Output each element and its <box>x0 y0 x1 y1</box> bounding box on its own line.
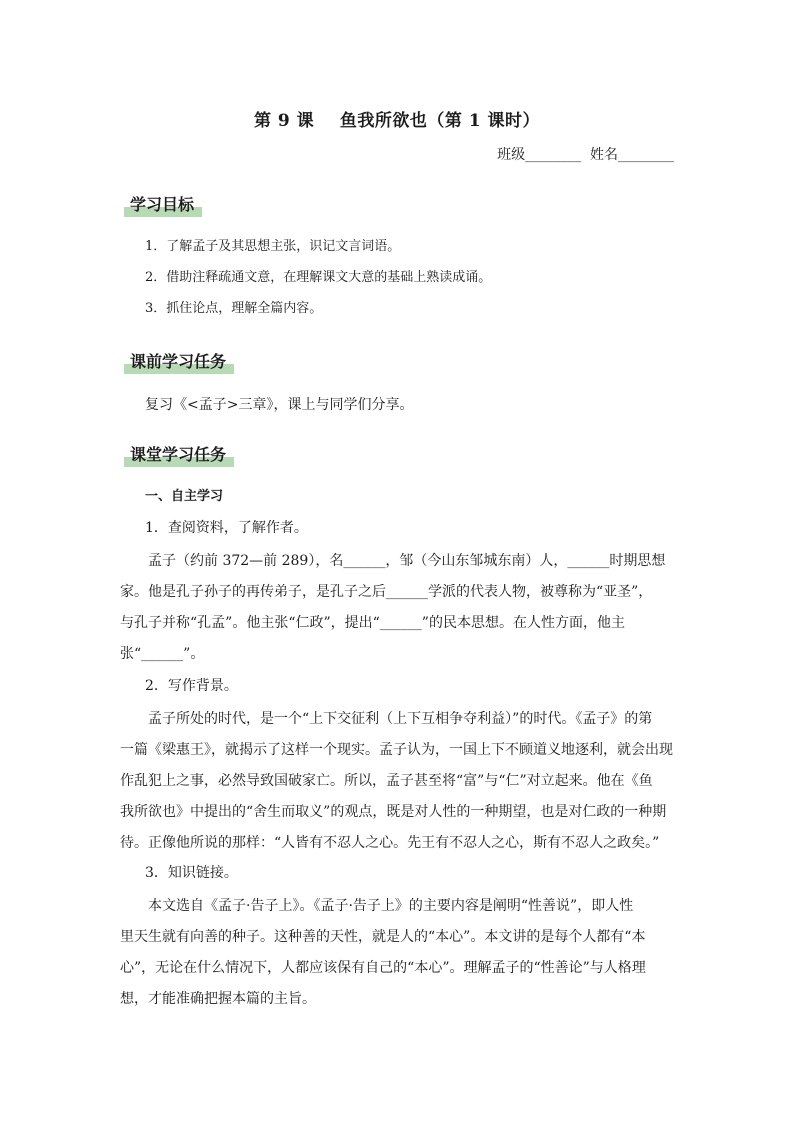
class-name-fields: 班级________ 姓名________ <box>497 147 674 163</box>
background-line: 待。正像他所说的那样：“人皆有不忍人之心。先王有不忍人之心，斯有不忍人之政矣。” <box>120 835 660 851</box>
background-paragraph <box>120 704 676 859</box>
section-heading-preclass: 课前学习任务 <box>124 350 234 374</box>
section-heading-inclass: 课堂学习任务 <box>124 443 234 467</box>
background-line: 一篇《梁惠王》，就揭示了这样一个现实。孟子认为，一国上下不顾道义地逐利，就会出现 <box>120 742 673 758</box>
item-knowledge-link: 3．知识链接。 <box>145 865 238 881</box>
goal-item: 3．抓住论点，理解全篇内容。 <box>145 301 323 316</box>
item-author: 1．查阅资料，了解作者。 <box>145 520 308 536</box>
subheading-self-study: 一、自主学习 <box>145 489 224 504</box>
author-paragraph <box>120 546 676 670</box>
preclass-task: 复习《<孟子>三章》，课上与同学们分享。 <box>145 397 414 413</box>
knowledge-line: 心”，无论在什么情况下，人都应该保有自己的“本心”。理解孟子的“性善论”与人格理 <box>120 960 646 976</box>
author-line: 家。他是孔子孙子的再传弟子，是孔子之后______学派的代表人物，被尊称为“亚圣”， <box>120 584 653 600</box>
page-title: 第 9 课 鱼我所欲也（第 1 课时） <box>253 111 540 131</box>
author-line: 孟子（约前 372—前 289），名______，邹（今山东邹城东南）人，______时期思想 <box>148 553 666 569</box>
background-line: 孟子所处的时代，是一个“上下交征利（上下互相争夺利益）”的时代。《孟子》的第 <box>148 711 653 727</box>
background-line: 作乱犯上之事，必然导致国破家亡。所以，孟子甚至将“富”与“仁”对立起来。他在《鱼 <box>120 773 653 789</box>
knowledge-line: 里天生就有向善的种子。这种善的天性，就是人的“本心”。本文讲的是每个人都有“本 <box>120 929 646 945</box>
background-line: 我所欲也》中提出的“舍生而取义”的观点，既是对人性的一种期望，也是对仁政的一种期 <box>120 804 667 820</box>
author-line: 与孔子并称“孔孟”。他主张“仁政”，提出“______”的民本思想。在人性方面，他主 <box>120 615 625 631</box>
goal-item: 2．借助注释疏通文意，在理解课文大意的基础上熟读成诵。 <box>145 270 492 285</box>
goal-item: 1．了解孟子及其思想主张，识记文言词语。 <box>145 239 401 254</box>
section-heading-goals: 学习目标 <box>124 193 202 217</box>
knowledge-line: 想，才能准确把握本篇的主旨。 <box>120 991 316 1007</box>
item-background: 2．写作背景。 <box>145 678 238 694</box>
author-line: 张“______”。 <box>120 646 205 662</box>
knowledge-line: 本文选自《孟子·告子上》。《孟子·告子上》的主要内容是阐明“性善说”，即人性 <box>148 898 634 914</box>
knowledge-paragraph <box>120 891 676 1015</box>
